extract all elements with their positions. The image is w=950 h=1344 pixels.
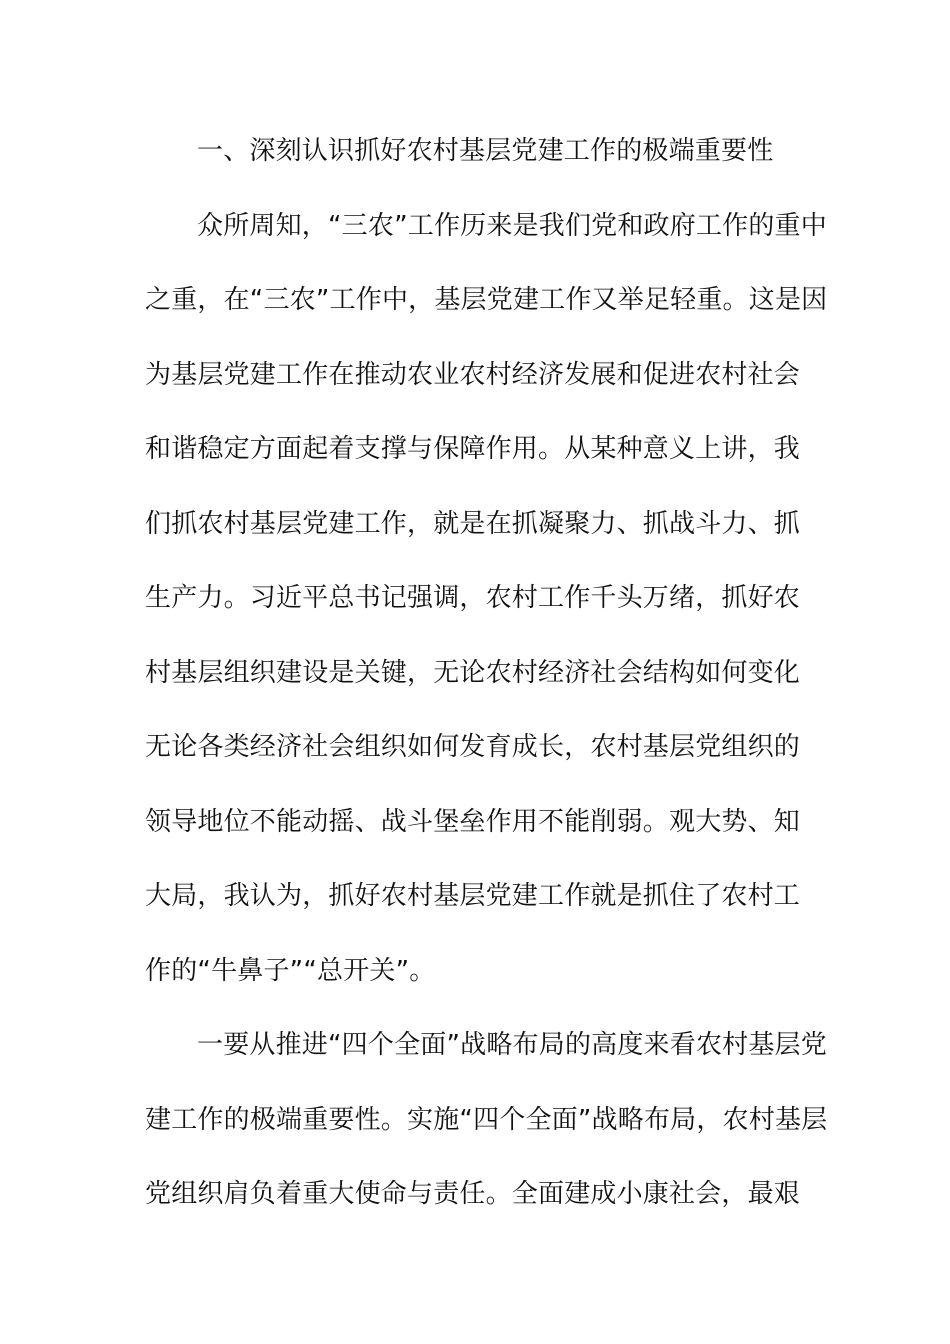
paragraph-line: 村基层组织建设是关键，无论农村经济社会结构如何变化 [145, 657, 801, 688]
paragraph-line: 建工作的极端重要性。实施“四个全面”战略布局，农村基层 [145, 1104, 828, 1135]
paragraph-line: 一要从推进“四个全面”战略布局的高度来看农村基层党 [197, 1030, 827, 1060]
paragraph-line: 大局，我认为，抓好农村基层党建工作就是抓住了农村工 [145, 881, 801, 911]
paragraph-line: 党组织肩负着重大使命与责任。全面建成小康社会，最艰 [145, 1179, 801, 1209]
paragraph-line: 众所周知，“三农”工作历来是我们党和政府工作的重中 [197, 210, 827, 241]
paragraph-line: 生产力。习近平总书记强调，农村工作千头万绪，抓好农 [145, 583, 801, 613]
paragraph-line: 无论各类经济社会组织如何发育成长，农村基层党组织的 [145, 732, 801, 762]
document-body [145, 125, 828, 1243]
paragraph-line: 们抓农村基层党建工作，就是在抓凝聚力、抓战斗力、抓 [145, 508, 801, 539]
paragraph-line: 之重，在“三农”工作中，基层党建工作又举足轻重。这是因 [145, 285, 828, 315]
paragraph-line: 为基层党建工作在推动农业农村经济发展和促进农村社会 [145, 359, 801, 390]
section-heading: 一、深刻认识抓好农村基层党建工作的极端重要性 [197, 136, 774, 166]
paragraph-line: 和谐稳定方面起着支撑与保障作用。从某种意义上讲，我 [145, 434, 801, 464]
paragraph-line: 领导地位不能动摇、战斗堡垒作用不能削弱。观大势、知 [145, 806, 801, 837]
paragraph-line: 作的“牛鼻子”“总开关”。 [145, 955, 436, 986]
